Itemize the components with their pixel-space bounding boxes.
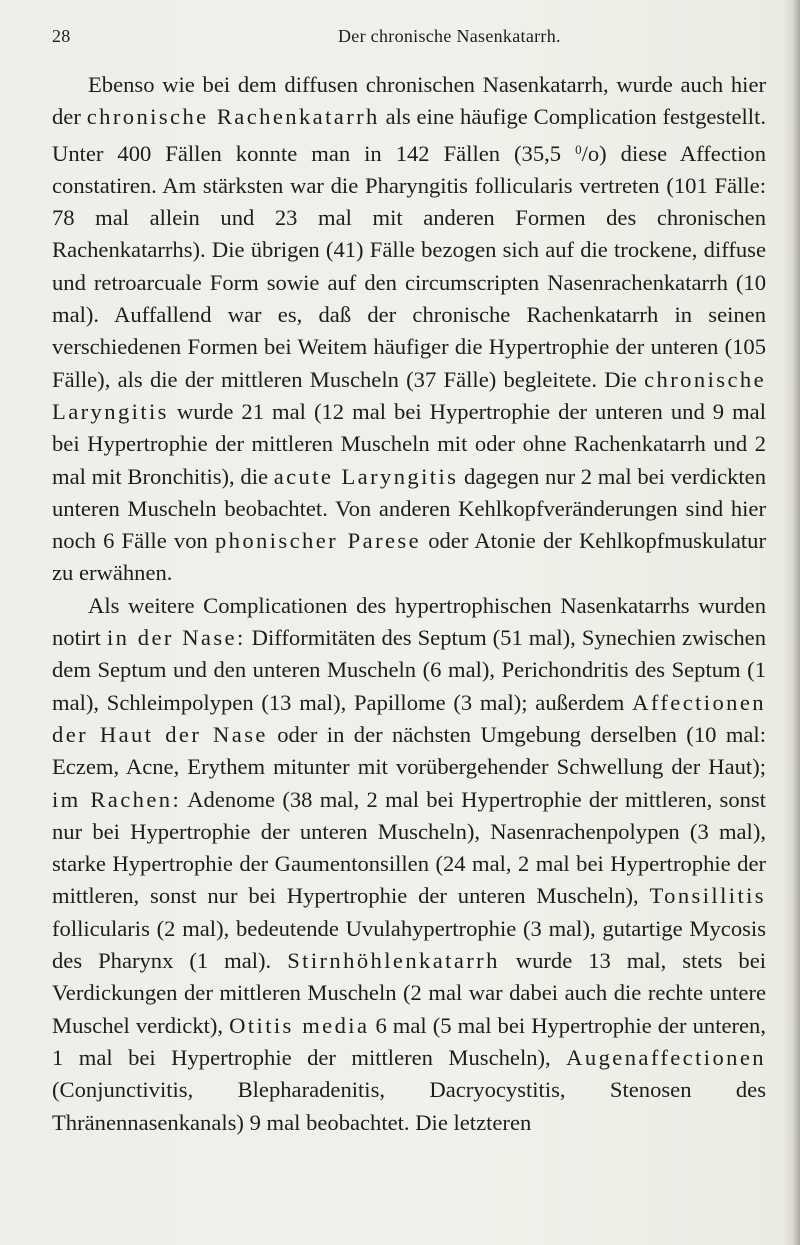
spaced-emphasis: Otitis media <box>229 1012 370 1038</box>
text-run: Difformitäten des Septum (51 mal), Synechien zwischen dem Septum und den unteren Muscheln (6 mal), Perichondritis des Septum (1 mal), Schleimpolypen (13 mal), Papillome (3 mal); außerdem <box>52 625 767 715</box>
text-run: Als weitere Complicationen des hypertrophischen Nasenkatarrhs wurden notirt <box>52 592 766 651</box>
page-number: 28 <box>52 26 71 46</box>
text-run: /o) diese Affection constatiren. Am stärksten war die Pharyngitis follicularis vertreten (101 Fälle: 78 mal allein und 23 mal mit anderen Formen des chronischen Rachenkatarrhs). Die übrigen (41) Fälle bezogen sich auf die trockene, diffuse und retroarcuale Form sowie auf den circumscripten Nasenrachenkatarrh (10 mal). Auffallend war es, daß der chronische Rachenkatarrh in seinen verschiedenen Formen bei Weitem häufiger die Hypertrophie der unteren (105 Fälle), als die der mittleren Muscheln (37 Fälle) begleitete. Die <box>52 140 767 392</box>
page-edge-shadow <box>782 0 800 1245</box>
text-run: oder Atonie der Kehlkopfmuskulatur zu erwähnen. <box>52 528 766 586</box>
spaced-emphasis: Augenaffectionen <box>566 1044 766 1070</box>
spaced-emphasis: in der Nase: <box>106 625 246 651</box>
text-run: wurde 21 mal (12 mal bei Hypertrophie der unteren und 9 mal bei Hypertrophie der mittleren Muscheln mit oder ohne Rachenkatarrh und 2 mal mit Bronchitis), die <box>52 398 766 489</box>
spaced-emphasis: im Rachen: <box>52 786 182 812</box>
text-run: Ebenso wie bei dem diffusen chronischen Nasenkatarrh, wurde auch hier der <box>52 72 766 130</box>
spaced-emphasis: phonischer Parese <box>214 528 422 554</box>
spaced-emphasis: Affectionen der Haut der Nase <box>52 689 766 747</box>
text-run: als eine häufige Complication festgestellt. Unter 400 Fällen konnte man in 142 Fällen (35,5 <box>52 104 766 166</box>
spaced-emphasis: Stirnhöhlenkatarrh <box>287 948 500 974</box>
spaced-emphasis: Tonsillitis <box>649 883 766 909</box>
spaced-emphasis: acute Laryngitis <box>273 463 459 489</box>
text-run: wurde 13 mal, stets bei Verdickungen der mittleren Muscheln (2 mal war dabei auch die rechte untere Muschel verdickt), <box>52 948 766 1038</box>
text-run: Adenome (38 mal, 2 mal bei Hypertrophie der mittleren, sonst nur bei Hypertrophie der unteren Muscheln), Nasenrachenpolypen (3 mal), starke Hypertrophie der Gaumentonsillen (24 mal, 2 mal bei Hypertrophie der mittleren, sonst nur bei Hypertrophie der unteren Muscheln), <box>52 786 766 909</box>
spaced-emphasis: chronische Laryngitis <box>52 366 766 424</box>
text-run: 6 mal (5 mal bei Hypertrophie der unteren, 1 mal bei Hypertrophie der mittleren Muscheln), <box>52 1012 767 1070</box>
body-text <box>52 69 766 1139</box>
superscript: 0 <box>575 141 582 157</box>
spaced-emphasis: chronische Rachenkatarrh <box>86 104 380 130</box>
text-run: dagegen nur 2 mal bei verdickten unteren Muscheln beobachtet. Von anderen Kehlkopfveränderungen sind hier noch 6 Fälle von <box>52 463 767 554</box>
text-run: oder in der nächsten Umgebung derselben (10 mal: Eczem, Acne, Erythem mitunter mit vorübergehender Schwellung der Haut); <box>52 721 766 780</box>
paragraph <box>52 590 766 1139</box>
text-run: (Conjunctivitis, Blepharadenitis, Dacryocystitis, Stenosen des Thränennasenkanals) 9 mal beobachtet. Die letzteren <box>52 1077 766 1135</box>
page-header <box>52 26 752 52</box>
text-run: follicularis (2 mal), bedeutende Uvulahypertrophie (3 mal), gutartige Mycosis des Pharynx (1 mal). <box>52 915 766 974</box>
running-head: Der chronische Nasenkatarrh. <box>338 26 561 46</box>
paragraph <box>52 69 766 590</box>
